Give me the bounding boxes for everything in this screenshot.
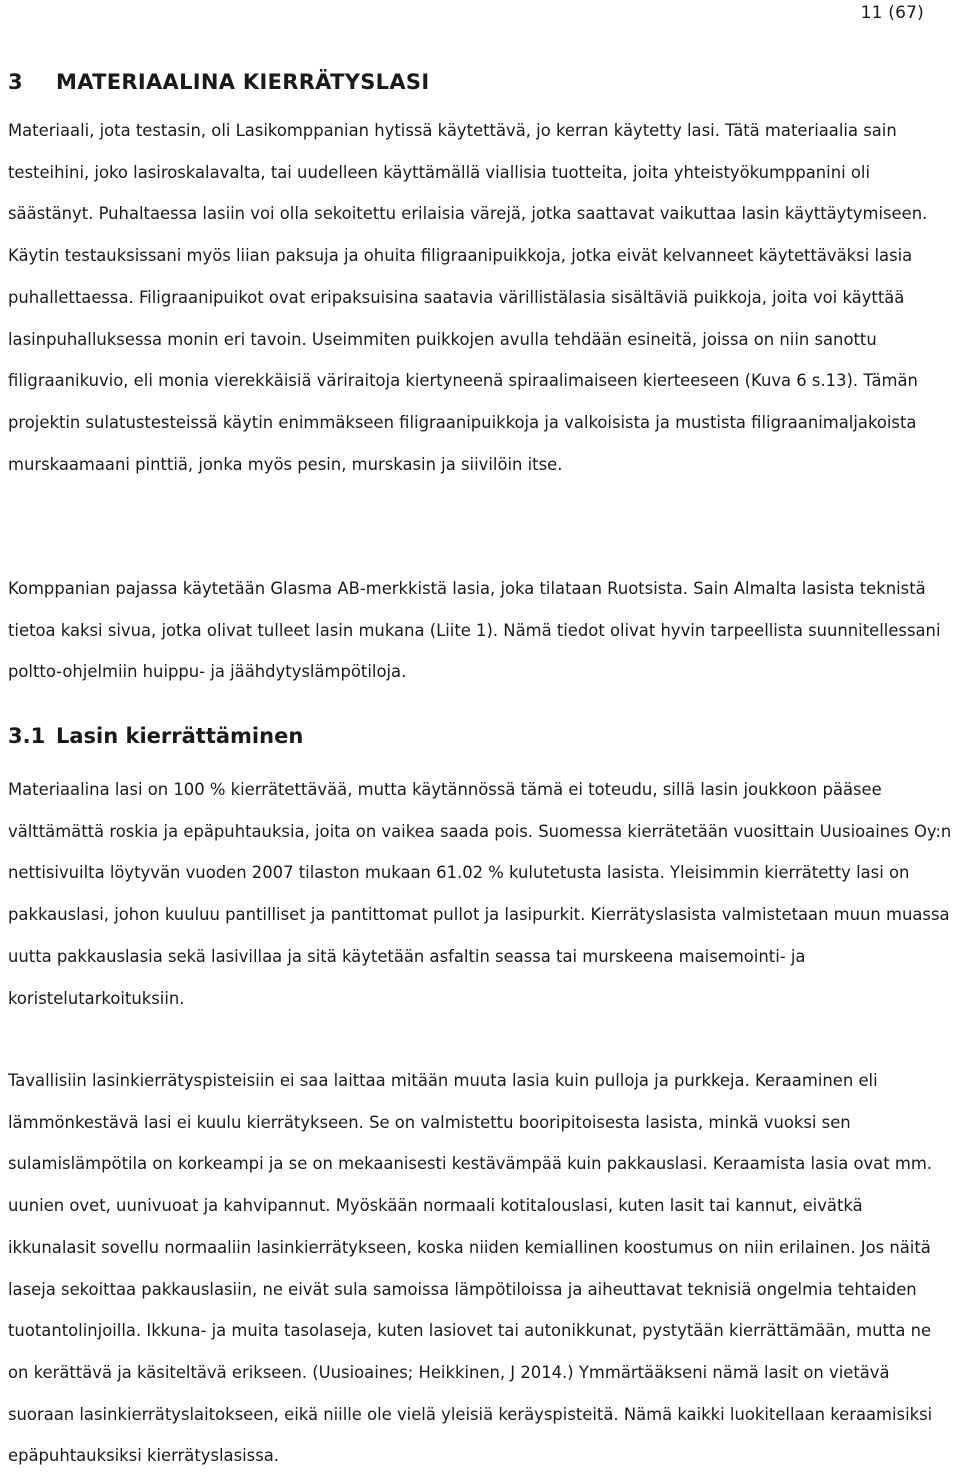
page-number: 11 (67): [860, 3, 924, 23]
chapter-title: MATERIAALINA KIERRÄTYSLASI: [56, 70, 430, 94]
section-heading: [8, 724, 303, 748]
section-number: 3.1: [8, 724, 46, 748]
paragraph: Komppanian pajassa käytetään Glasma AB-merkkistä lasia, joka tilataan Ruotsista. Sain Almalta lasista teknistä tietoa kaksi sivua, jotka olivat tulleet lasin mukana (Liite 1). Nämä tiedot olivat hyvin tarpeellista suunnitellessani poltto-ohjelmiin huippu- ja jäähdytyslämpötiloja.: [8, 579, 941, 682]
chapter-number: 3: [8, 70, 23, 94]
chapter-heading: [8, 70, 429, 94]
paragraph: Materiaalina lasi on 100 % kierrätettävää, mutta käytännössä tämä ei toteudu, sillä lasin joukkoon pääsee välttämättä roskia ja epäpuhtauksia, joita on vaikea saada pois. Suomessa kierrätetään vuosittain Uusioaines Oy:n nettisivuilta löytyvän vuoden 2007 tilaston mukaan 61.02 % kulutetusta lasista. Yleisimmin kierrätetty lasi on pakkauslasi, johon kuuluu pantilliset ja pantittomat pullot ja lasipurkit. Kierrätyslasista valmistetaan muun muassa uutta pakkauslasia sekä lasivillaa ja sitä käytetään asfaltin seassa tai murskeena maisemointi- ja koristelutarkoituksiin.: [8, 780, 952, 1008]
paragraph: Materiaali, jota testasin, oli Lasikomppanian hytissä käytettävä, jo kerran käytetty lasi. Tätä materiaalia sain testeihini, joko lasiroskalavalta, tai uudelleen käyttämällä viallisia tuotteita, joita yhteistyökumppanini oli säästänyt. Puhaltaessa lasiin voi olla sekoitettu erilaisia värejä, jotka saattavat vaikuttaa lasin käyttäytymiseen. Käytin testauksissani myös liian paksuja ja ohuita filigraanipuikkoja, jotka eivät kelvanneet käytettäväksi lasia puhallettaessa. Filigraanipuikot ovat eripaksuisina saatavia värillistälasia sisältäviä puikkoja, joita voi käyttää lasinpuhalluksessa monin eri tavoin. Useimmiten puikkojen avulla tehdään esineitä, joissa on niin sanottu filigraanikuvio, eli monia vierekkäisiä väriraitoja kiertyneenä spiraalimaiseen kierteeseen (Kuva 6 s.13). Tämän projektin sulatustesteissä käytin enimmäkseen filigraanipuikkoja ja valkoisista ja mustista filigraanimaljakoista murskaamaani pinttiä, jonka myös pesin, murskasin ja siivilöin itse.: [8, 121, 928, 474]
paragraph: Tavallisiin lasinkierrätyspisteisiin ei saa laittaa mitään muuta lasia kuin pulloja ja purkkeja. Keraaminen eli lämmönkestävä lasi ei kuulu kierrätykseen. Se on valmistettu booripitoisesta lasista, minkä vuoksi sen sulamislämpötila on korkeampi ja se on mekaanisesti kestävämpää kuin pakkauslasi. Keraamista lasia ovat mm. uunien ovet, uunivuoat ja kahvipannut. Myöskään normaali kotitalouslasi, kuten lasit tai kannut, eivätkä ikkunalasit sovellu normaaliin lasinkierrätykseen, koska niiden kemiallinen koostumus on niin erilainen. Jos näitä laseja sekoittaa pakkauslasiin, ne eivät sula samoissa lämpötiloissa ja aiheuttavat teknisiä ongelmia tehtaiden tuotantolinjoilla. Ikkuna- ja muita tasolaseja, kuten lasiovet tai autonikkunat, pystytään kierrättämään, mutta ne on kerättävä ja käsiteltävä erikseen. (Uusioaines; Heikkinen, J 2014.) Ymmärtääkseni nämä lasit on vietävä suoraan lasinkierrätyslaitokseen, eikä niille ole vielä yleisiä keräyspisteitä. Nämä kaikki luokitellaan keraamisiksi epäpuhtauksiksi kierrätyslasissa.: [8, 1071, 933, 1466]
section-title: Lasin kierrättäminen: [56, 724, 304, 748]
